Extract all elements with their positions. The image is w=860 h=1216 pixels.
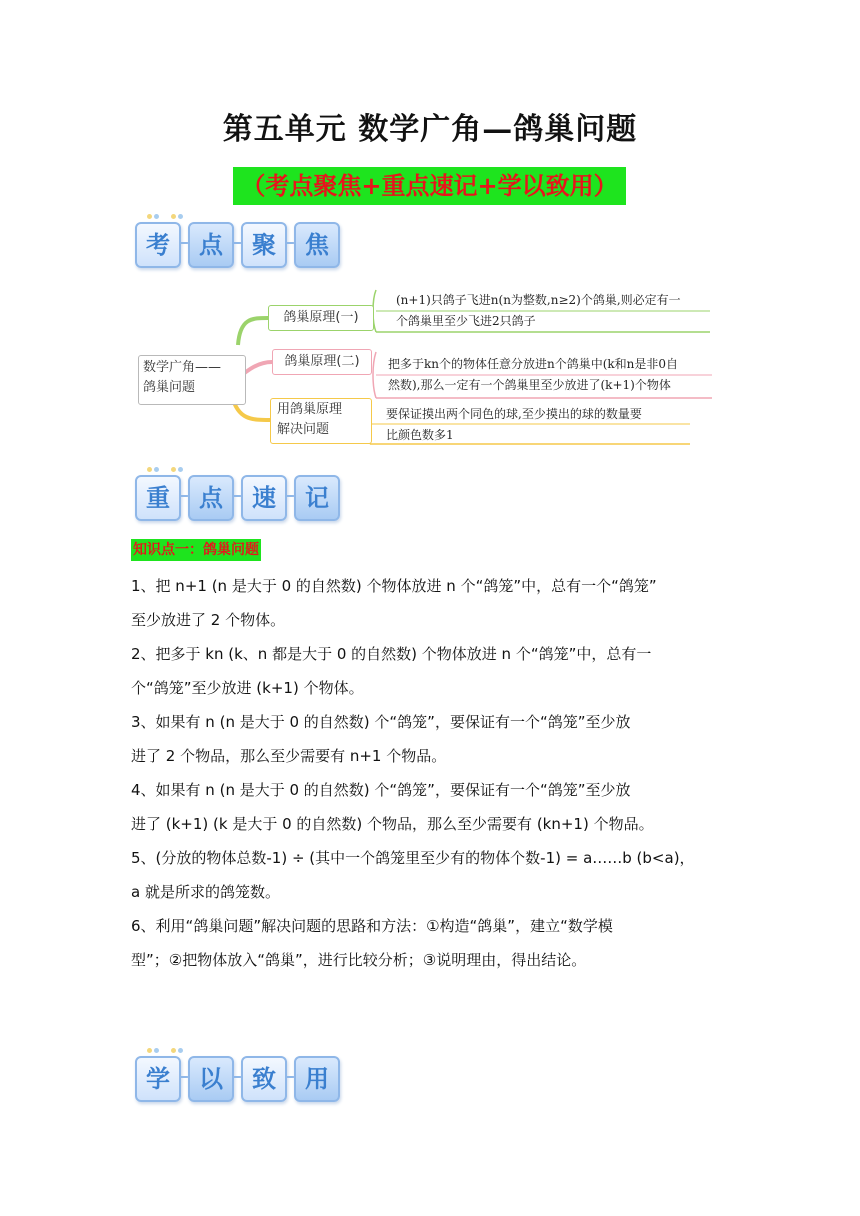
section-char: 点 (188, 222, 234, 268)
section-char: 速 (241, 475, 287, 521)
decoration-dots (171, 1048, 181, 1054)
branch-3-description (386, 404, 642, 446)
branch-2-description (388, 354, 678, 396)
description-line: 个鸽巢里至少飞进2只鸽子 (396, 314, 536, 328)
paragraph-line: 至少放进了 2 个物体。 (131, 611, 286, 629)
description-line: 然数),那么一定有一个鸽巢里至少放进了(k+1)个物体 (388, 378, 671, 392)
branch-label-line: 解决问题 (277, 422, 330, 437)
branch-node-application (270, 398, 372, 444)
paragraph-line: 个“鸽笼”至少放进 (k+1) 个物体。 (131, 679, 364, 697)
section-char: 学 (135, 1056, 181, 1102)
root-line: 鸽巢问题 (143, 380, 196, 395)
description-line: 把多于kn个的物体任意分放进n个鸽巢中(k和n是非0自 (388, 357, 679, 371)
paragraph-line: 4、如果有 n (n 是大于 0 的自然数) 个“鸽笼”，要保证有一个“鸽笼”至少放 (131, 781, 631, 799)
subtitle-banner: （考点聚焦+重点速记+学以致用） (233, 167, 626, 205)
section-char: 考 (135, 222, 181, 268)
section-char: 致 (241, 1056, 287, 1102)
paragraph-line: 1、把 n+1 (n 是大于 0 的自然数) 个物体放进 n 个“鸽笼”中，总有一个“鸽笼” (131, 577, 657, 595)
description-line: (n+1)只鸽子飞进n(n为整数,n≥2)个鸽巢,则必定有一 (396, 293, 681, 307)
branch-1-description (396, 290, 681, 332)
section-char: 聚 (241, 222, 287, 268)
paragraph-6 (131, 909, 731, 977)
paragraph-5 (131, 841, 731, 909)
section-char: 记 (294, 475, 340, 521)
decoration-dots (147, 467, 157, 473)
paragraph-line: 型”；②把物体放入“鸽巢”，进行比较分析；③说明理由，得出结论。 (131, 951, 587, 969)
paragraph-line: 5、(分放的物体总数-1) ÷ (其中一个鸽笼里至少有的物体个数-1) = a……b (b<a)， (131, 849, 695, 867)
branch-label-line: 用鸽巢原理 (277, 402, 343, 417)
section-char: 焦 (294, 222, 340, 268)
decoration-dots (147, 1048, 157, 1054)
section-header-zhongdian (133, 467, 343, 523)
page-title: 第五单元 数学广角—鸽巢问题 (222, 112, 638, 147)
paragraph-1 (131, 569, 731, 637)
section-header-xueyi (133, 1048, 343, 1104)
decoration-dots (171, 467, 181, 473)
paragraph-3 (131, 705, 731, 773)
paragraph-line: 2、把多于 kn (k、n 都是大于 0 的自然数) 个物体放进 n 个“鸽笼”中，总有一 (131, 645, 652, 663)
paragraph-line: a 就是所求的鸽笼数。 (131, 883, 280, 901)
section-char: 用 (294, 1056, 340, 1102)
paragraph-2 (131, 637, 731, 705)
paragraph-4 (131, 773, 731, 841)
description-line: 要保证摸出两个同色的球,至少摸出的球的数量要 (386, 407, 642, 421)
root-line: 数学广角—— (143, 360, 222, 375)
paragraph-line: 6、利用“鸽巢问题”解决问题的思路和方法：①构造“鸽巢”，建立“数学模 (131, 917, 613, 935)
description-line: 比颜色数多1 (386, 428, 454, 442)
section-char: 重 (135, 475, 181, 521)
knowledge-point-label: 知识点一：鸽巢问题 (131, 539, 261, 561)
knowledge-points (131, 569, 731, 977)
paragraph-line: 进了 2 个物品，那么至少需要有 n+1 个物品。 (131, 747, 447, 765)
section-char: 点 (188, 475, 234, 521)
section-char: 以 (188, 1056, 234, 1102)
paragraph-line: 3、如果有 n (n 是大于 0 的自然数) 个“鸽笼”，要保证有一个“鸽笼”至少放 (131, 713, 631, 731)
branch-node-principle-1: 鸽巢原理(一) (268, 305, 374, 331)
mind-map-root (138, 355, 246, 405)
paragraph-line: 进了 (k+1) (k 是大于 0 的自然数) 个物品，那么至少需要有 (kn+1) 个物品。 (131, 815, 654, 833)
branch-node-principle-2: 鸽巢原理(二) (272, 349, 372, 375)
